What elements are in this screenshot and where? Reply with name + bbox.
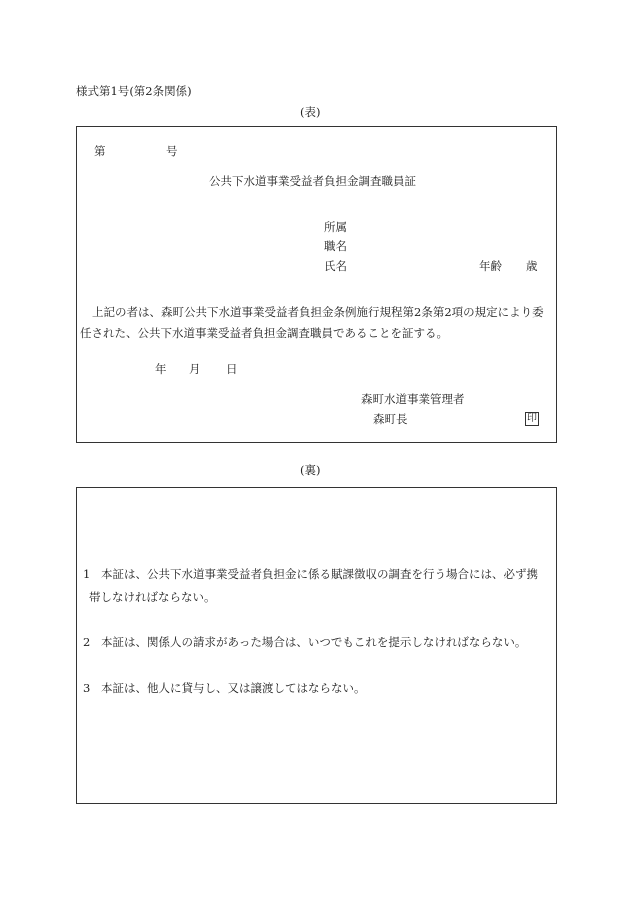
note-number-3: 3 <box>83 681 91 695</box>
back-heading: (裏) <box>300 463 321 477</box>
age-unit: 歳 <box>526 259 538 273</box>
seal-box: 印 <box>527 413 537 424</box>
position-label: 職名 <box>324 239 347 253</box>
note-number-1: 1 <box>83 567 91 581</box>
affiliation-label: 所属 <box>324 220 347 234</box>
number-prefix: 第 <box>94 144 106 158</box>
date-year: 年 <box>155 362 167 376</box>
statement-line-1: 上記の者は、森町公共下水道事業受益者負担金条例施行規程第2条第2項の規定により委 <box>92 305 544 319</box>
form-label: 様式第1号(第2条関係) <box>76 84 192 98</box>
issuer-name: 森町長 <box>373 412 408 426</box>
note-number-2: 2 <box>83 635 91 649</box>
card-title: 公共下水道事業受益者負担金調査職員証 <box>209 174 416 188</box>
note-line-3: 本証は、他人に貸与し、又は譲渡してはならない。 <box>101 681 366 695</box>
front-heading: (表) <box>300 105 321 119</box>
date-day: 日 <box>226 362 238 376</box>
note-line-1b: 帯しなければならない。 <box>89 590 216 604</box>
note-line-2: 本証は、関係人の請求があった場合は、いつでもこれを提示しなければならない。 <box>101 635 527 649</box>
name-label: 氏名 <box>324 259 347 273</box>
issuer-title: 森町水道事業管理者 <box>361 392 465 406</box>
age-label: 年齢 <box>479 259 502 273</box>
statement-line-2: 任された、公共下水道事業受益者負担金調査職員であることを証する。 <box>80 326 448 340</box>
number-suffix: 号 <box>166 144 178 158</box>
date-month: 月 <box>189 362 201 376</box>
note-line-1a: 本証は、公共下水道事業受益者負担金に係る賦課徴収の調査を行う場合には、必ず携 <box>101 567 538 581</box>
